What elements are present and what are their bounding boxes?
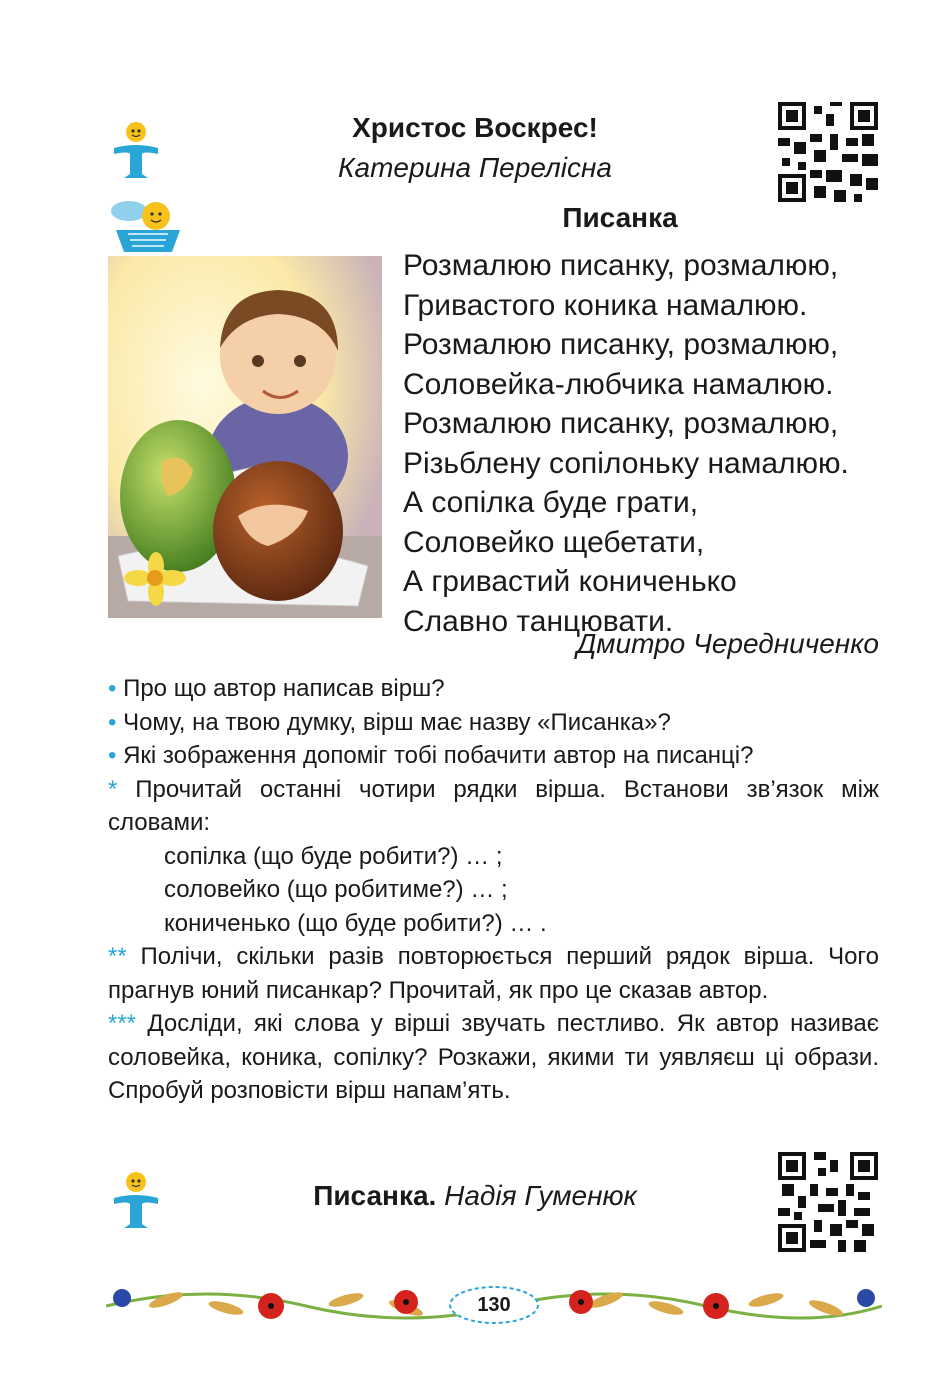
poem-line: Соловейко щебетати, [403,525,705,559]
additional-reading-title: Писанка. [313,1180,437,1211]
question-item: • Чому, на твою думку, вірш має назву «Писанка»? [108,708,671,736]
question-subitem: соловейко (що робитиме?) … ; [164,876,508,903]
illustration-boy-with-easter-eggs [108,256,382,618]
poem-line: Гривастого коника намалюю. [403,288,808,322]
poem-line: Славно танцювати. [403,604,674,638]
poem-line: Розмалюю писанку, розмалюю, [403,407,839,440]
question-subitem: кониченько (що буде робити?) … . [164,909,547,937]
poem-line: Розмалюю писанку, розмалюю, [403,249,839,282]
questions-block [108,672,879,1108]
poem-author: Дмитро Чередниченко [576,628,879,659]
question-item: • Про що автор написав вірш? [108,675,445,702]
poem-line: Розмалюю писанку, розмалюю, [403,328,839,361]
question-item: • Які зображення допоміг тобі побачити автор на писанці? [108,742,754,769]
info-reading-icon-bottom [104,1168,168,1232]
poem-line: А сопілка буде грати, [403,486,699,519]
reading-basket-icon [104,196,184,254]
info-reading-icon [104,118,168,182]
poem-title: Писанка [562,202,678,233]
qr-code-top[interactable] [778,102,878,202]
question-item: * Прочитай останні чотири рядки вірша. Встанови зв’язок між словами: [108,775,879,836]
poem-line: А гривастий кониченько [403,565,737,598]
additional-reading-author: Надія Гуменюк [444,1180,637,1211]
page-number: 130 [477,1294,511,1316]
qr-code-bottom[interactable] [778,1152,878,1252]
poem-line: Соловейка-любчика намалюю. [403,367,834,401]
question-item: *** Досліди, які слова у вірші звучать пестливо. Як автор називає соловейка, коника, сопілку? Розкажи, якими ти уявляєш ці образи. Спробуй розповісти вірш напам’ять. [108,1010,879,1104]
additional-reading [250,1180,700,1212]
reading-title: Христос Воскрес! [352,112,598,143]
question-subitem: сопілка (що буде робити?) … ; [164,842,503,870]
poem-text [403,246,903,641]
reading-author: Катерина Перелісна [338,152,612,183]
poem-line: Різьблену сопілоньку намалюю. [403,446,849,480]
question-item: ** Полічи, скільки разів повторюється перший рядок вірша. Чого прагнув юний писанкар? Прочитай, як про це сказав автор. [108,943,879,1004]
